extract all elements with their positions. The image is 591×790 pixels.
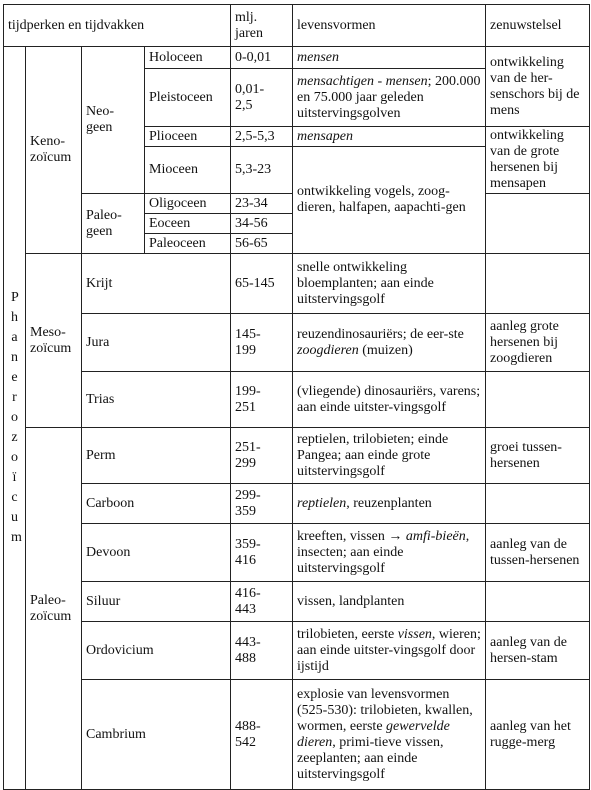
life-forms-italic: amfi-bieën — [405, 528, 466, 544]
header-years-text: mlj. jaren — [235, 9, 263, 41]
life-forms — [293, 680, 486, 790]
period-years-text: 145- 199 — [235, 326, 261, 358]
epoch-years — [231, 69, 293, 127]
period-years-text: 443- 488 — [235, 634, 261, 666]
period-name: Carboon — [82, 484, 231, 524]
epoch-years-text: 0,01- 2,5 — [235, 81, 265, 113]
era-mesozoicum-label: Meso- zoïcum — [30, 324, 72, 356]
epoch-name: Eoceen — [145, 214, 231, 234]
period-years — [231, 524, 293, 582]
life-forms: ontwikkeling vogels, zoog-dieren, halfapen, aapachti-gen — [293, 147, 486, 254]
life-forms-text: , insecten; aan einde uitstervingsgolf — [297, 528, 470, 576]
life-forms — [293, 484, 486, 524]
subperiod-neogeen-label: Neo- geen — [86, 104, 114, 135]
eon-cell — [4, 47, 26, 790]
period-years — [231, 622, 293, 680]
subperiod-paleogeen — [82, 194, 145, 254]
period-years: 65-145 — [231, 254, 293, 314]
life-forms-italic: mensapen — [297, 128, 354, 144]
epoch-name: Paleoceen — [145, 234, 231, 254]
life-forms-text: kreeften, vissen → — [297, 528, 406, 544]
subperiod-neogeen — [82, 47, 145, 194]
epoch-years: 5,3-23 — [231, 147, 293, 194]
epoch-years: 34-56 — [231, 214, 293, 234]
life-forms-text: explosie van levensvormen (525-530): trilobieten, kwallen, wormen, eerste — [297, 686, 473, 734]
epoch-name: Plioceen — [145, 127, 231, 147]
life-forms-text: , reuzenplanten — [346, 495, 432, 511]
life-forms — [293, 622, 486, 680]
table-row — [4, 372, 590, 428]
table-row — [4, 524, 590, 582]
eon-label: P h a n e r o z o ï c u m — [11, 290, 22, 545]
era-kenozoicum-label: Keno- zoïcum — [30, 134, 72, 165]
epoch-years: 2,5-5,3 — [231, 127, 293, 147]
table-row — [4, 622, 590, 680]
life-forms — [293, 127, 486, 147]
period-years-text: 199- 251 — [235, 383, 261, 415]
epoch-name: Mioceen — [145, 147, 231, 194]
life-forms-italic: reptielen — [297, 495, 347, 511]
epoch-years: 0-0,01 — [231, 47, 293, 69]
nerve-system: aanleg van de hersen-stam — [486, 622, 590, 680]
nerve-system-empty — [486, 372, 590, 428]
table-row — [4, 582, 590, 622]
nerve-system: ontwikkeling van de her-senschors bij de mens — [486, 47, 590, 127]
epoch-name: Holoceen — [145, 47, 231, 69]
era-paleozoicum — [26, 428, 82, 790]
period-years — [231, 314, 293, 372]
period-name: Siluur — [82, 582, 231, 622]
period-name: Devoon — [82, 524, 231, 582]
epoch-years: 56-65 — [231, 234, 293, 254]
period-years — [231, 428, 293, 484]
life-forms-text: , wieren; aan einde uitster-vingsgolf door ijstijd — [297, 626, 481, 674]
table-row — [4, 47, 590, 69]
period-name: Perm — [82, 428, 231, 484]
life-forms: snelle ontwikkeling bloemplanten; aan einde uitstervingsgolf — [293, 254, 486, 314]
period-years — [231, 484, 293, 524]
life-forms — [293, 47, 486, 69]
era-mesozoicum — [26, 254, 82, 428]
life-forms-italic: gewervelde dieren — [297, 718, 450, 750]
period-name: Krijt — [82, 254, 231, 314]
nerve-system-empty — [486, 194, 590, 254]
period-years-text: 359- 416 — [235, 536, 261, 568]
life-forms — [293, 524, 486, 582]
life-forms-italic: vissen — [397, 626, 432, 642]
life-forms: (vliegende) dinosauriërs, varens; aan einde uitster-vingsgolf — [293, 372, 486, 428]
table-row — [4, 428, 590, 484]
era-paleozoicum-label: Paleo- zoïcum — [30, 592, 72, 624]
life-forms — [293, 69, 486, 127]
header-nerve: zenuwstelsel — [486, 5, 590, 47]
life-forms-italic: mensen — [297, 49, 340, 65]
period-years — [231, 582, 293, 622]
era-kenozoicum — [26, 47, 82, 254]
period-name: Jura — [82, 314, 231, 372]
life-forms-text: , primi-tieve vissen, zeeplanten; aan einde uitstervingsgolf — [297, 734, 444, 782]
nerve-system-empty — [486, 254, 590, 314]
table-row — [4, 680, 590, 790]
period-years-text: 251- 299 — [235, 439, 261, 471]
table-row — [4, 254, 590, 314]
life-forms-text: (muizen) — [358, 342, 413, 358]
nerve-system: aanleg grote hersenen bij zoogdieren — [486, 314, 590, 372]
header-years — [231, 5, 293, 47]
life-forms — [293, 314, 486, 372]
life-forms-italic: mensachtigen - mensen — [297, 73, 428, 89]
period-years-text: 299- 359 — [235, 487, 261, 519]
life-forms: vissen, landplanten — [293, 582, 486, 622]
header-life: levensvormen — [293, 5, 486, 47]
nerve-system: aanleg van de tussen-hersenen — [486, 524, 590, 582]
geologic-time-table — [3, 4, 590, 790]
epoch-years: 23-34 — [231, 194, 293, 214]
nerve-system-empty — [486, 582, 590, 622]
period-name: Cambrium — [82, 680, 231, 790]
period-years-text: 488- 542 — [235, 718, 261, 750]
nerve-system-empty — [486, 484, 590, 524]
epoch-name: Oligoceen — [145, 194, 231, 214]
subperiod-paleogeen-label: Paleo- geen — [86, 207, 122, 239]
header-periods: tijdperken en tijdvakken — [4, 5, 231, 47]
period-name: Ordovicium — [82, 622, 231, 680]
period-years — [231, 372, 293, 428]
nerve-system: groei tussen-hersenen — [486, 428, 590, 484]
header-row — [4, 5, 590, 47]
nerve-system: aanleg van het rugge-merg — [486, 680, 590, 790]
period-years-text: 416- 443 — [235, 585, 261, 617]
nerve-system: ontwikkeling van de grote hersenen bij mensapen — [486, 127, 590, 194]
period-years — [231, 680, 293, 790]
period-name: Trias — [82, 372, 231, 428]
life-forms-text: ; 200.000 en 75.000 jaar geleden uitstervingsgolven — [297, 73, 481, 121]
life-forms-text: reuzendinosauriërs; de eer-ste — [297, 326, 464, 342]
life-forms-text: trilobieten, eerste — [297, 626, 398, 642]
table-row — [4, 484, 590, 524]
epoch-name: Pleistoceen — [145, 69, 231, 127]
life-forms: reptielen, trilobieten; einde Pangea; aan einde grote uitstervingsgolf — [293, 428, 486, 484]
life-forms-italic: zoogdieren — [297, 342, 359, 358]
table-row — [4, 314, 590, 372]
